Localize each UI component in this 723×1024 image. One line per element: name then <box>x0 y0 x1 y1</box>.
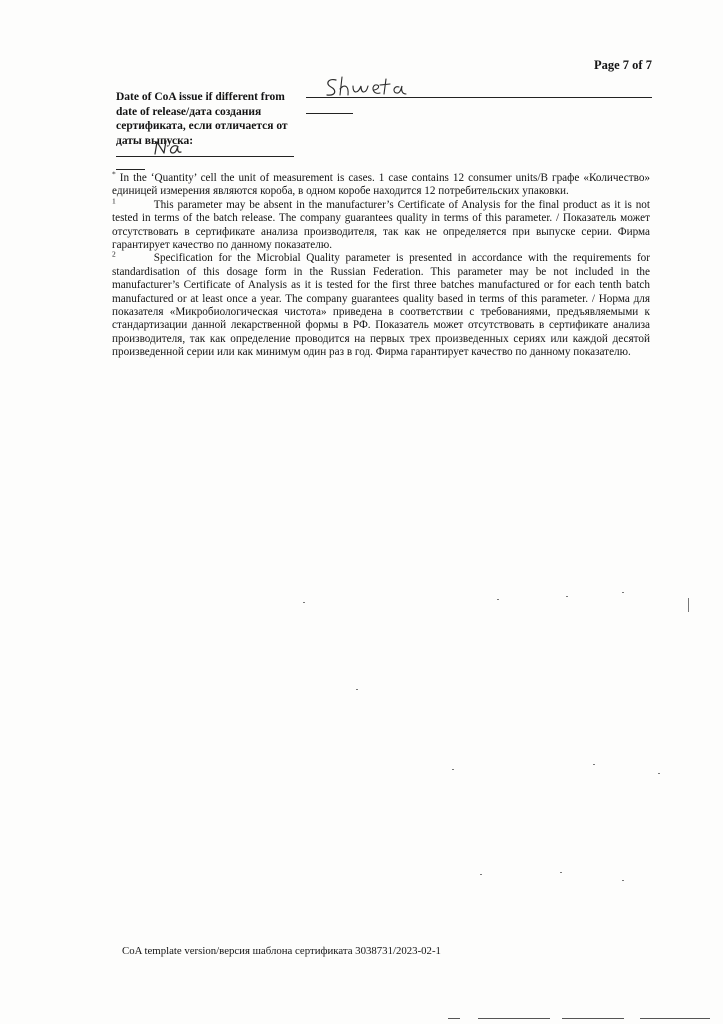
date-of-issue-label: Date of CoA issue if different from date of release/дата создания сертификата, если отличается от даты выпуска: <box>116 91 288 147</box>
na-handwritten-mark <box>150 137 184 157</box>
footnote-quantity <box>112 169 651 199</box>
scan-speck <box>480 874 482 875</box>
scan-speck <box>303 602 305 603</box>
page-number: Page 7 of 7 <box>594 58 652 72</box>
date-of-issue-line <box>116 156 294 157</box>
footnote-text: Specification for the Microbial Quality parameter is presented in accordance with the requirements for standardisation of this dosage form in the Russian Federation. This parameter may be not included in the manufacturer’s Certificate of Analysis as it is tested for the first three batches manufactured or for each tenth batch manufactured or at least once a year. The company guarantees quality based in terms of this parameter. / Норма для показателя «Микробиологическая чистота» приведена в соответствии с требованиями, предъявляемыми к стандартизации данной лекарственной формы в РФ. Показатель может отсутствовать в сертификате анализа производителя, так как определение проводится на первых трех произведенных сериях или каждой десятой произведенной серии или как минимум один раз в год. Фирма гарантирует качество по данному показателю. <box>112 252 650 359</box>
scan-speck <box>622 592 624 593</box>
signature-subline <box>306 113 353 114</box>
footnote-marker: * <box>112 169 116 179</box>
signature-line <box>306 97 652 98</box>
scan-speck <box>452 769 454 770</box>
footnote-1 <box>112 196 650 253</box>
scan-edge <box>448 1018 460 1019</box>
scan-speck <box>688 598 689 612</box>
footnote-text: In the ‘Quantity’ cell the unit of measurement is cases. 1 case contains 12 consumer units/В графе «Количество» единицей измерения являются короба, в одном коробе находится 12 потребительских упаковки. <box>112 172 651 198</box>
footnote-text: This parameter may be absent in the manufacturer’s Certificate of Analysis for the final product as it is not tested in terms of the batch release. The company guarantees quality in terms of this parameter. / Показатель может отсутствовать в сертификате анализа производителя, так как не определяется при выпуске серии. Фирма гарантирует качество по данному показателю. <box>112 198 650 252</box>
scan-edge <box>640 1018 710 1019</box>
scan-speck <box>560 872 562 873</box>
footnotes-block <box>112 169 651 360</box>
scan-speck <box>593 764 595 765</box>
scan-edge <box>478 1018 550 1019</box>
scan-speck <box>622 880 624 881</box>
scan-speck <box>356 689 358 690</box>
template-version: CoA template version/версия шаблона сертификата 3038731/2023-02-1 <box>122 945 441 957</box>
scan-speck <box>658 773 660 774</box>
footnote-separator <box>116 169 145 170</box>
scan-edge <box>562 1018 624 1019</box>
footnote-2 <box>112 249 650 359</box>
footnote-marker: 2 <box>112 249 116 259</box>
scan-speck <box>566 596 568 597</box>
footnote-marker: 1 <box>112 196 116 206</box>
scan-speck <box>497 599 499 600</box>
